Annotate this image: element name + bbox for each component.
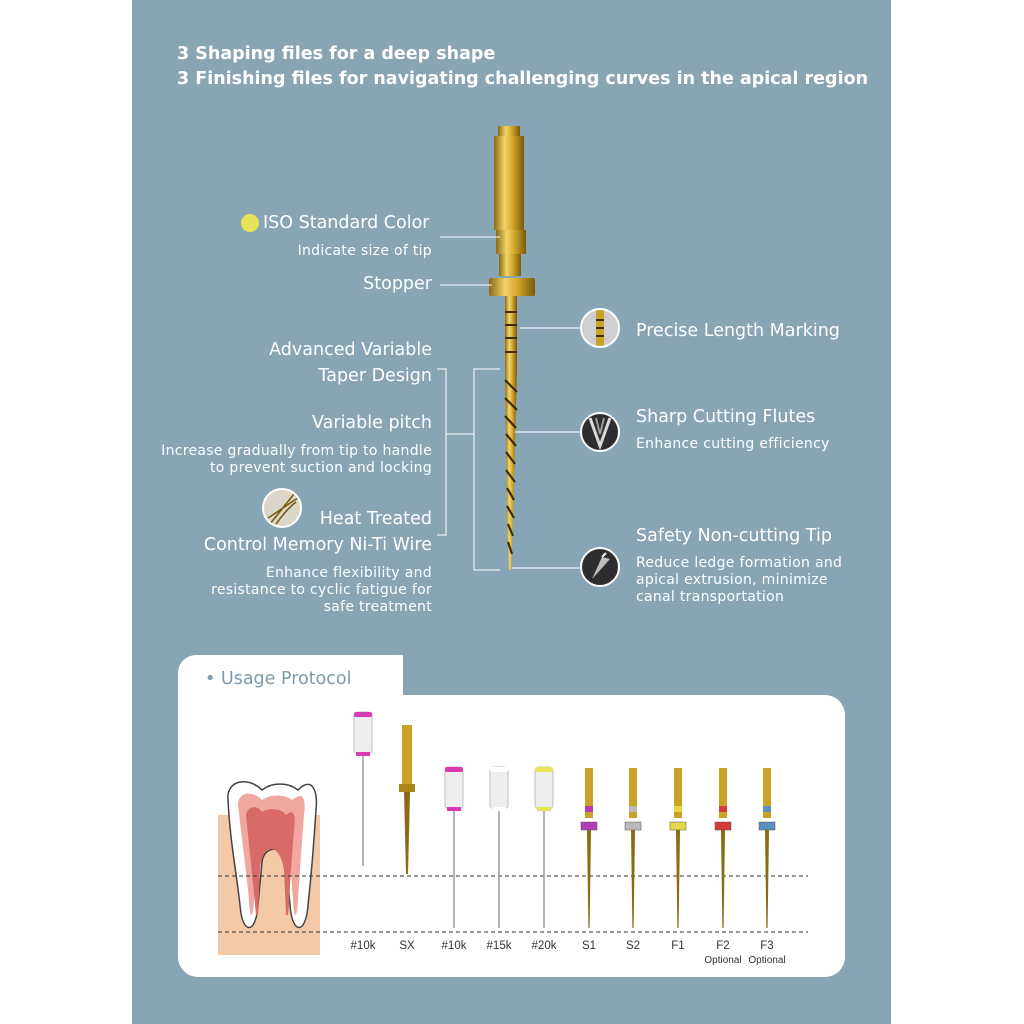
tip-desc-2: apical extrusion, minimize [636, 572, 828, 588]
pitch-desc-1: Increase gradually from tip to handle [161, 443, 432, 459]
heat-title-line-1: Heat Treated [319, 509, 432, 529]
file-label: F3 [760, 940, 774, 952]
file-f3-illustration [759, 768, 775, 928]
file-s1-illustration [581, 768, 597, 928]
file-f1-illustration [670, 768, 686, 928]
tip-desc-3: canal transportation [636, 589, 785, 605]
heat-title-line-2: Control Memory Ni-Ti Wire [203, 535, 432, 555]
file-label: #10k [441, 940, 467, 952]
file-optional-note: Optional [748, 955, 786, 966]
flutes-title: Sharp Cutting Flutes [636, 407, 816, 427]
file-label: SX [399, 940, 415, 952]
file-f2-illustration [715, 768, 731, 928]
file-optional-note: Optional [704, 955, 742, 966]
file-label: F1 [671, 940, 685, 952]
usage-title: • Usage Protocol [205, 669, 352, 689]
file-15k-illustration [490, 767, 508, 928]
file-label: S1 [581, 940, 597, 952]
file-20k-illustration [535, 767, 553, 928]
tip-desc-1: Reduce ledge formation and [636, 555, 843, 571]
flutes-desc: Enhance cutting efficiency [636, 436, 830, 452]
file-10k-illustration [445, 767, 463, 928]
length-title: Precise Length Marking [636, 321, 840, 341]
file-label: F2 [716, 940, 730, 952]
file-label: #15k [486, 940, 512, 952]
file-sx-illustration [399, 725, 415, 874]
file-10k-illustration [354, 712, 372, 866]
tip-title: Safety Non-cutting Tip [636, 526, 832, 546]
iso-desc: Indicate size of tip [297, 243, 432, 259]
heat-desc-1: Enhance flexibility and [265, 565, 432, 581]
pitch-desc-2: to prevent suction and locking [210, 460, 432, 476]
file-label: #10k [350, 940, 376, 952]
pitch-title: Variable pitch [312, 413, 432, 433]
file-s2-illustration [625, 768, 641, 928]
iso-title: ISO Standard Color [263, 213, 430, 233]
tooth-illustration [218, 782, 320, 955]
stopper-title: Stopper [363, 274, 432, 294]
headline-line-2: 3 Finishing files for navigating challenging curves in the apical region [177, 69, 869, 89]
taper-title-line-2: Taper Design [318, 366, 432, 386]
heat-desc-2: resistance to cyclic fatigue for [211, 582, 432, 598]
taper-title-line-1: Advanced Variable [269, 340, 432, 360]
heat-desc-3: safe treatment [323, 599, 432, 615]
file-label: #20k [531, 940, 557, 952]
file-label: S2 [625, 940, 641, 952]
headline-line-1: 3 Shaping files for a deep shape [177, 44, 496, 64]
